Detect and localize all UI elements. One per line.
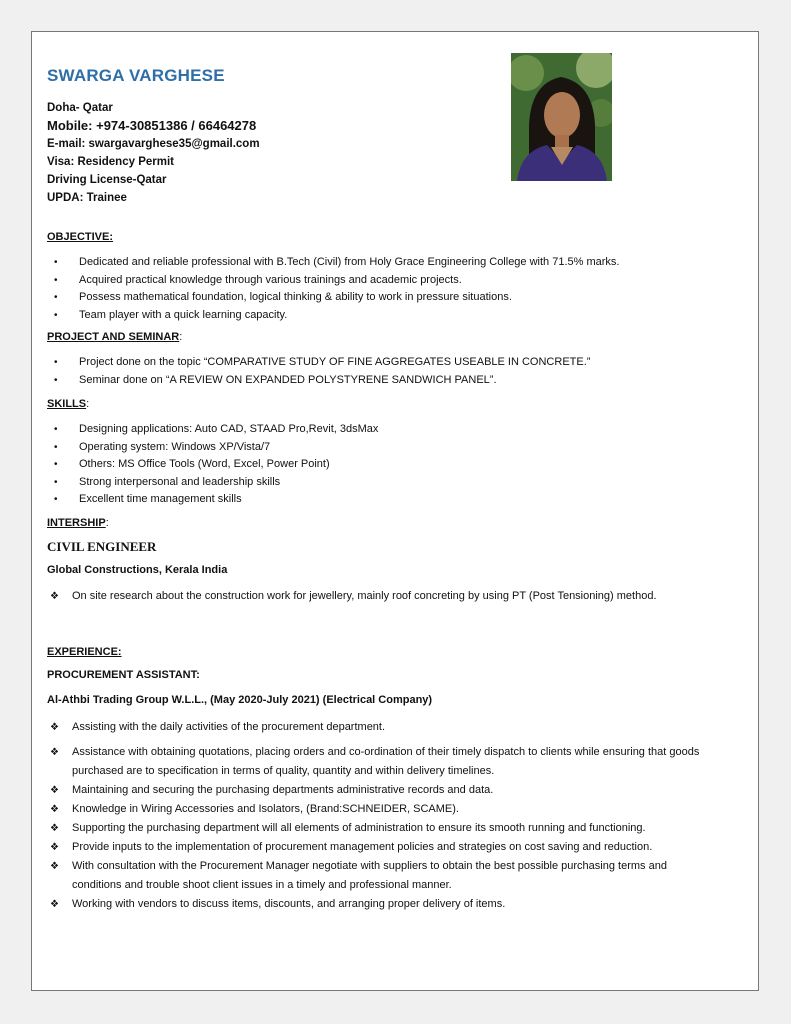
diamond-bullet-icon: ❖: [50, 747, 59, 758]
list-item: • Operating system: Windows XP/Vista/7: [32, 439, 378, 457]
experience-company: Al-Athbi Trading Group W.L.L., (May 2020-July 2021) (Electrical Company): [47, 694, 433, 706]
list-item: • Dedicated and reliable professional with B.Tech (Civil) from Holy Grace Engineering College with 71.5% marks.: [32, 254, 619, 272]
list-item: • Seminar done on “A REVIEW ON EXPANDED POLYSTYRENE SANDWICH PANEL”.: [32, 372, 590, 390]
list-item: • Project done on the topic “COMPARATIVE STUDY OF FINE AGGREGATES USEABLE IN CONCRETE.”: [32, 354, 590, 372]
list-item: ❖ Knowledge in Wiring Accessories and Isolators, (Brand:SCHNEIDER, SCAME).: [32, 800, 712, 819]
list-item: ❖ Working with vendors to discuss items, discounts, and arranging proper delivery of items.: [32, 895, 712, 914]
list-item: ❖ Provide inputs to the implementation of procurement management policies and strategies on cost saving and reduction.: [32, 838, 712, 857]
profile-photo: [511, 53, 612, 181]
skills-heading-row: [47, 398, 89, 410]
location: Doha- Qatar: [47, 102, 113, 114]
list-item: • Designing applications: Auto CAD, STAAD Pro,Revit, 3dsMax: [32, 421, 378, 439]
list-item: ❖ Assistance with obtaining quotations, placing orders and co-ordination of their timely dispatch to clients while ensuring that goods purchased are to specification in terms of quality, quantity and within delivery timelines.: [32, 743, 712, 781]
list-item: • Team player with a quick learning capacity.: [32, 307, 619, 325]
project-heading: PROJECT AND SEMINAR: [47, 331, 180, 343]
upda-status: UPDA: Trainee: [47, 192, 127, 204]
diamond-bullet-icon: ❖: [50, 591, 59, 602]
resume-page: [31, 31, 759, 991]
diamond-bullet-icon: ❖: [50, 861, 59, 872]
diamond-bullet-icon: ❖: [50, 785, 59, 796]
project-heading-row: [47, 331, 182, 343]
list-item: ❖ On site research about the construction work for jewellery, mainly roof concreting by using PT (Post Tensioning) method.: [32, 587, 712, 606]
list-item: ❖ Supporting the purchasing department will all elements of administration to ensure its smooth running and functioning.: [32, 819, 712, 838]
candidate-name: SWARGA VARGHESE: [47, 66, 225, 85]
project-list: [32, 354, 590, 389]
experience-heading: EXPERIENCE:: [47, 646, 122, 658]
internship-heading: INTERSHIP: [47, 517, 106, 529]
email-address: E-mail: swargavarghese35@gmail.com: [47, 138, 260, 150]
list-item: • Acquired practical knowledge through various trainings and academic projects.: [32, 272, 619, 290]
list-item: ❖ Assisting with the daily activities of the procurement department.: [32, 718, 712, 737]
internship-heading-row: [47, 517, 109, 529]
driving-license: Driving License-Qatar: [47, 174, 167, 186]
internship-company: Global Constructions, Kerala India: [47, 564, 228, 576]
list-item: • Others: MS Office Tools (Word, Excel, Power Point): [32, 456, 378, 474]
contact-block: [47, 99, 260, 207]
list-item: ❖ Maintaining and securing the purchasing departments administrative records and data.: [32, 781, 712, 800]
objective-list: [32, 254, 619, 324]
visa-status: Visa: Residency Permit: [47, 156, 174, 168]
skills-heading-colon: :: [86, 398, 90, 410]
experience-role: PROCUREMENT ASSISTANT:: [47, 669, 200, 681]
internship-list: [32, 587, 712, 606]
internship-heading-colon: :: [105, 517, 109, 529]
list-item: • Strong interpersonal and leadership skills: [32, 474, 378, 492]
project-heading-colon: :: [179, 331, 183, 343]
list-item: • Possess mathematical foundation, logical thinking & ability to work in pressure situations.: [32, 289, 619, 307]
diamond-bullet-icon: ❖: [50, 804, 59, 815]
diamond-bullet-icon: ❖: [50, 899, 59, 910]
skills-heading: SKILLS: [47, 398, 87, 410]
mobile-number: Mobile: +974-30851386 / 66464278: [47, 118, 257, 133]
diamond-bullet-icon: ❖: [50, 722, 59, 733]
list-item: ❖ With consultation with the Procurement Manager negotiate with suppliers to obtain the best possible purchasing terms and conditions and trouble shoot client issues in a timely and professional manner.: [32, 857, 712, 895]
diamond-bullet-icon: ❖: [50, 842, 59, 853]
list-item: • Excellent time management skills: [32, 491, 378, 509]
diamond-bullet-icon: ❖: [50, 823, 59, 834]
objective-heading: OBJECTIVE:: [47, 231, 114, 243]
skills-list: [32, 421, 378, 509]
internship-role: CIVIL ENGINEER: [47, 539, 157, 554]
experience-list: [32, 718, 712, 914]
